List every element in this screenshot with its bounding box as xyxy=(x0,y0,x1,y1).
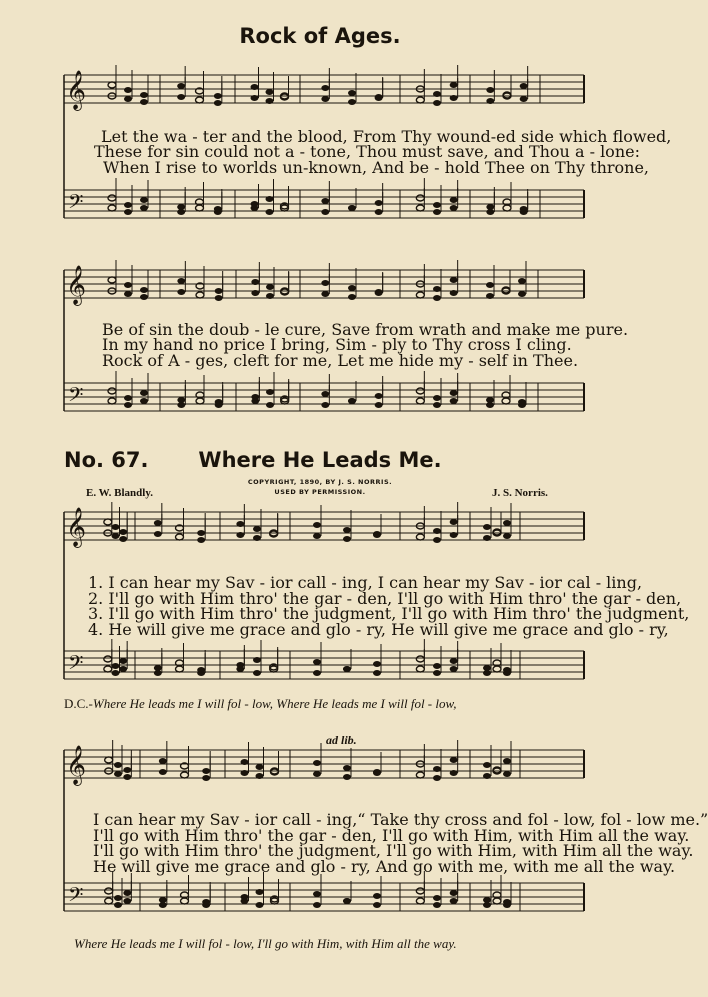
dc-line xyxy=(64,696,456,712)
svg-text:𝄢: 𝄢 xyxy=(68,190,84,218)
copyright-line: COPYRIGHT, 1890, BY J. S. NORRIS. xyxy=(247,478,393,486)
verse-2-lyric: 2. I'll go with Him thro' the gar - den, I'll go with Him thro' the gar - den, xyxy=(88,589,682,608)
svg-text:𝄢: 𝄢 xyxy=(68,383,84,411)
svg-text:𝄞: 𝄞 xyxy=(66,745,87,785)
verse-4-lyric: 4. He will give me grace and glo - ry, He will give me grace and glo - ry, xyxy=(88,620,669,639)
hymn-number: No. 67. xyxy=(64,448,149,472)
refrain-lyric: I can hear my Sav - ior call - ing,“ Take thy cross and fol - low, fol - low me.” xyxy=(93,810,708,829)
copyright-notice xyxy=(200,477,440,497)
lyric-line: These for sin could not a - tone, Thou must save, and Thou a - lone: xyxy=(94,142,640,161)
dc-text: Where He leads me I will fol - low, Where He leads me I will fol - low, xyxy=(92,696,457,711)
refrain-lyric: I'll go with Him thro' the judgment, I'll go with Him, with Him all the way. xyxy=(93,841,694,860)
ad-lib-marking: ad lib. xyxy=(326,733,357,747)
hymn-title-rock-of-ages: Rock of Ages. xyxy=(239,24,401,48)
lyric-line: Rock of A - ges, cleft for me, Let me hide my - self in Thee. xyxy=(102,351,579,370)
lyric-line: Let the wa - ter and the blood, From Thy wound-ed side which flowed, xyxy=(101,127,672,146)
svg-text:𝄞: 𝄞 xyxy=(66,507,87,547)
lyric-line: In my hand no price I bring, Sim - ply to Thy cross I cling. xyxy=(102,335,572,354)
words-author: E. W. Blandly. xyxy=(86,487,153,499)
lyric-line: Be of sin the doub - le cure, Save from wrath and make me pure. xyxy=(102,320,629,339)
lyric-line: When I rise to worlds un-known, And be - hold Thee on Thy throne, xyxy=(103,158,650,177)
hymn-title-where-he-leads-me: Where He Leads Me. xyxy=(198,448,442,472)
svg-text:𝄢: 𝄢 xyxy=(68,651,84,679)
permission-line: USED BY PERMISSION. xyxy=(274,488,366,496)
svg-text:𝄢: 𝄢 xyxy=(68,883,84,911)
verse-3-lyric: 3. I'll go with Him thro' the judgment, I'll go with Him thro' the judgment, xyxy=(88,604,690,623)
dc-label: D.C.- xyxy=(64,696,93,711)
verse-1-lyric: 1. I can hear my Sav - ior call - ing, I can hear my Sav - ior cal - ling, xyxy=(88,573,643,592)
music-author: J. S. Norris. xyxy=(492,487,548,499)
svg-text:𝄞: 𝄞 xyxy=(66,265,87,305)
svg-text:𝄞: 𝄞 xyxy=(66,70,87,110)
refrain-bass-text: Where He leads me I will fol - low, I'll go with Him, with Him all the way. xyxy=(74,936,457,951)
refrain-lyric: I'll go with Him thro' the gar - den, I'll go with Him, with Him all the way. xyxy=(93,826,690,845)
refrain-lyric: He will give me grace and glo - ry, And go with me, with me all the way. xyxy=(93,857,676,876)
